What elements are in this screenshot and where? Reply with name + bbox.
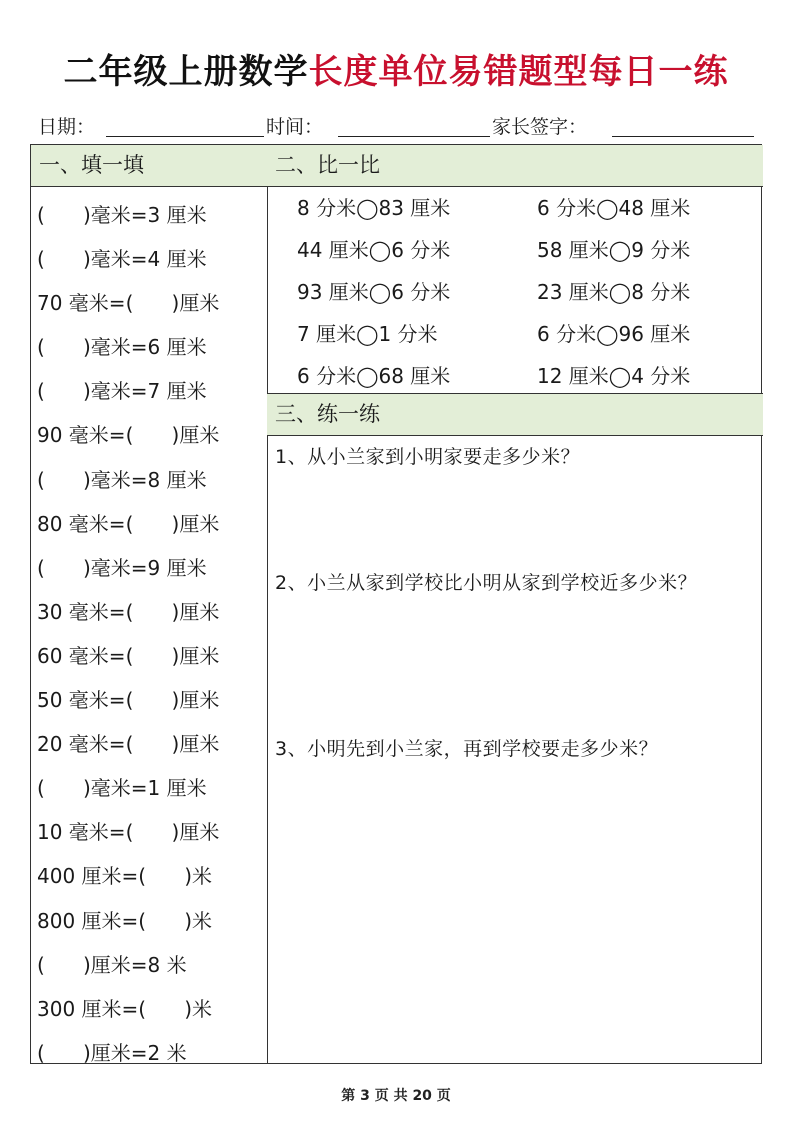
sign-field[interactable] [612, 136, 754, 137]
fill-item[interactable]: 400 厘米=( )米 [37, 864, 213, 889]
fill-item[interactable]: 80 毫米=( )厘米 [37, 511, 220, 536]
title-grade: 二年级上册数学 [63, 52, 309, 92]
date-label: 日期： [38, 116, 96, 138]
fill-item[interactable]: 70 毫米=( )厘米 [37, 291, 220, 316]
fill-item[interactable]: 50 毫米=( )厘米 [37, 688, 220, 713]
fill-item[interactable]: 300 厘米=( )米 [37, 996, 213, 1021]
compare-item[interactable]: 58 厘米◯9 分米 [537, 238, 691, 262]
time-label: 时间： [266, 116, 324, 138]
fill-item[interactable]: ( )毫米=7 厘米 [37, 379, 207, 404]
worksheet-table [30, 144, 762, 1064]
fill-item[interactable]: ( )毫米=9 厘米 [37, 555, 207, 580]
compare-item[interactable]: 7 厘米◯1 分米 [297, 322, 438, 346]
fill-item[interactable]: 30 毫米=( )厘米 [37, 599, 220, 624]
fill-item[interactable]: 10 毫米=( )厘米 [37, 820, 220, 845]
fill-list [37, 193, 263, 1075]
time-field[interactable] [338, 136, 490, 137]
question-3: 3、小明先到小兰家，再到学校要走多少米？ [275, 738, 659, 760]
compare-item[interactable]: 6 分米◯48 厘米 [537, 196, 691, 220]
date-field[interactable] [106, 136, 264, 137]
fill-item[interactable]: ( )厘米=8 米 [37, 952, 187, 977]
section-fill-header: 一、填一填 [31, 145, 267, 187]
compare-item[interactable]: 23 厘米◯8 分米 [537, 280, 691, 304]
fill-item[interactable]: 90 毫米=( )厘米 [37, 423, 220, 448]
fill-item[interactable]: ( )厘米=2 米 [37, 1040, 187, 1065]
section-practice-header: 三、练一练 [267, 394, 763, 436]
fill-item[interactable]: 20 毫米=( )厘米 [37, 732, 220, 757]
fill-item[interactable]: ( )毫米=6 厘米 [37, 335, 207, 360]
fill-item[interactable]: ( )毫米=8 厘米 [37, 467, 207, 492]
section-compare-header: 二、比一比 [267, 145, 763, 187]
title-topic: 长度单位易错题型每日一练 [308, 52, 729, 92]
fill-item[interactable]: ( )毫米=1 厘米 [37, 776, 207, 801]
page-title [0, 44, 792, 93]
fill-item[interactable]: 60 毫米=( )厘米 [37, 643, 220, 668]
compare-item[interactable]: 6 分米◯96 厘米 [537, 322, 691, 346]
page-number: 第 3 页 共 20 页 [341, 1088, 451, 1104]
compare-item[interactable]: 12 厘米◯4 分米 [537, 364, 691, 388]
info-row [38, 112, 758, 142]
fill-item[interactable]: 800 厘米=( )米 [37, 908, 213, 933]
fill-item[interactable]: ( )毫米=3 厘米 [37, 203, 207, 227]
fill-item[interactable]: ( )毫米=4 厘米 [37, 247, 207, 272]
compare-item[interactable]: 8 分米◯83 厘米 [297, 196, 451, 220]
compare-item[interactable]: 44 厘米◯6 分米 [297, 238, 451, 262]
sign-label: 家长签字： [492, 116, 588, 138]
question-2: 2、小兰从家到学校比小明从家到学校近多少米？ [275, 572, 698, 594]
question-1: 1、从小兰家到小明家要走多少米？ [275, 446, 581, 468]
column-divider [267, 145, 268, 1063]
compare-item[interactable]: 93 厘米◯6 分米 [297, 280, 451, 304]
compare-item[interactable]: 6 分米◯68 厘米 [297, 364, 451, 388]
